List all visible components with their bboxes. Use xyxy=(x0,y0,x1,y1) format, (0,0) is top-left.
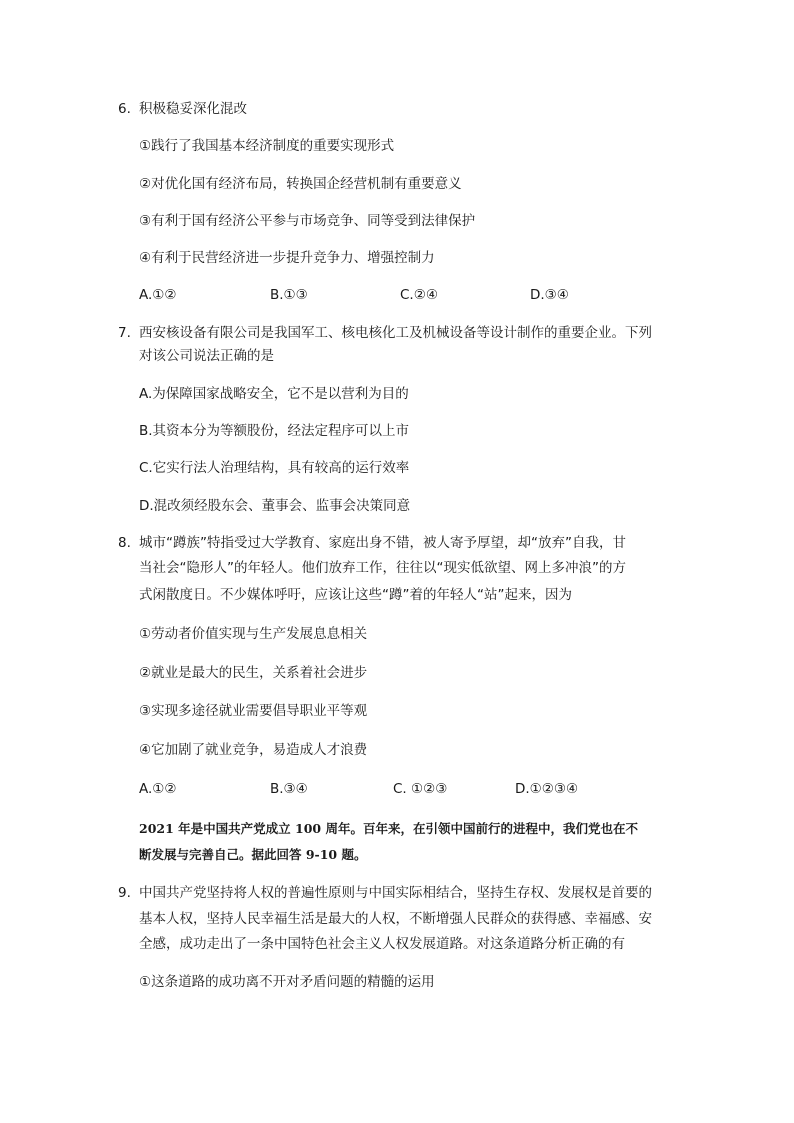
choice-a[interactable]: A.①② xyxy=(139,287,177,303)
question-stem-line: 城市“蹲族”特指受过大学教育、家庭出身不错，被人寄予厚望，却“放弃”自我，甘 xyxy=(139,535,626,551)
statement-item: ①践行了我国基本经济制度的重要实现形式 xyxy=(139,138,395,154)
choice-c[interactable]: C.②④ xyxy=(400,287,438,303)
statement-item: ③实现多途径就业需要倡导职业平等观 xyxy=(139,703,368,719)
choice-b[interactable]: B.①③ xyxy=(270,287,308,303)
choice-a[interactable]: A.①② xyxy=(139,781,177,797)
answer-choices xyxy=(139,779,699,799)
choice-d[interactable]: D.①②③④ xyxy=(515,781,579,797)
choice-d[interactable]: D.③④ xyxy=(530,287,569,303)
choice-b[interactable]: B.③④ xyxy=(270,781,308,797)
statement-item: ②对优化国有经济布局，转换国企经营机制有重要意义 xyxy=(139,176,462,192)
question-number: 6. xyxy=(118,101,131,117)
statement-item: ④它加剧了就业竞争，易造成人才浪费 xyxy=(139,742,368,758)
question-stem-line: 基本人权，坚持人民幸福生活是最大的人权，不断增强人民群众的获得感、幸福感、安 xyxy=(139,911,652,927)
statement-item: ④有利于民营经济进一步提升竞争力、增强控制力 xyxy=(139,250,435,266)
question-stem-line: 全感，成功走出了一条中国特色社会主义人权发展道路。对这条道路分析正确的有 xyxy=(139,936,625,952)
option-a[interactable]: A.为保障国家战略安全，它不是以营利为目的 xyxy=(139,386,409,402)
statement-item: ③有利于国有经济公平参与市场竞争、同等受到法律保护 xyxy=(139,213,476,229)
statement-item: ①这条道路的成功离不开对矛盾问题的精髓的运用 xyxy=(139,974,435,990)
statement-item: ①劳动者价值实现与生产发展息息相关 xyxy=(139,626,368,642)
question-stem-line: 式闲散度日。不少媒体呼吁，应该让这些“蹲”着的年轻人“站”起来，因为 xyxy=(139,587,572,603)
question-number: 8. xyxy=(118,535,131,551)
choice-c[interactable]: C. ①②③ xyxy=(393,781,448,797)
question-stem-line: 中国共产党坚持将人权的普遍性原则与中国实际相结合，坚持生存权、发展权是首要的 xyxy=(139,885,652,901)
option-c[interactable]: C.它实行法人治理结构，具有较高的运行效率 xyxy=(139,460,410,476)
intro-line: 2021 年是中国共产党成立 100 周年。百年来，在引领中国前行的进程中，我们党也在不 xyxy=(139,821,638,836)
question-stem-line: 西安核设备有限公司是我国军工、核电核化工及机械设备等设计制作的重要企业。下列 xyxy=(139,325,652,341)
statement-item: ②就业是最大的民生，关系着社会进步 xyxy=(139,665,368,681)
intro-line: 断发展与完善自己。据此回答 9-10 题。 xyxy=(139,847,367,862)
question-stem-line: 当社会“隐形人”的年轻人。他们放弃工作，往往以“现实低欲望、网上多冲浪”的方 xyxy=(139,560,626,576)
question-number: 9. xyxy=(118,885,131,901)
question-number: 7. xyxy=(118,325,131,341)
option-d[interactable]: D.混改须经股东会、董事会、监事会决策同意 xyxy=(139,498,411,514)
option-b[interactable]: B.其资本分为等额股份，经法定程序可以上市 xyxy=(139,423,410,439)
answer-choices xyxy=(139,285,699,305)
question-stem: 积极稳妥深化混改 xyxy=(139,101,247,117)
question-stem-line: 对该公司说法正确的是 xyxy=(139,348,274,364)
